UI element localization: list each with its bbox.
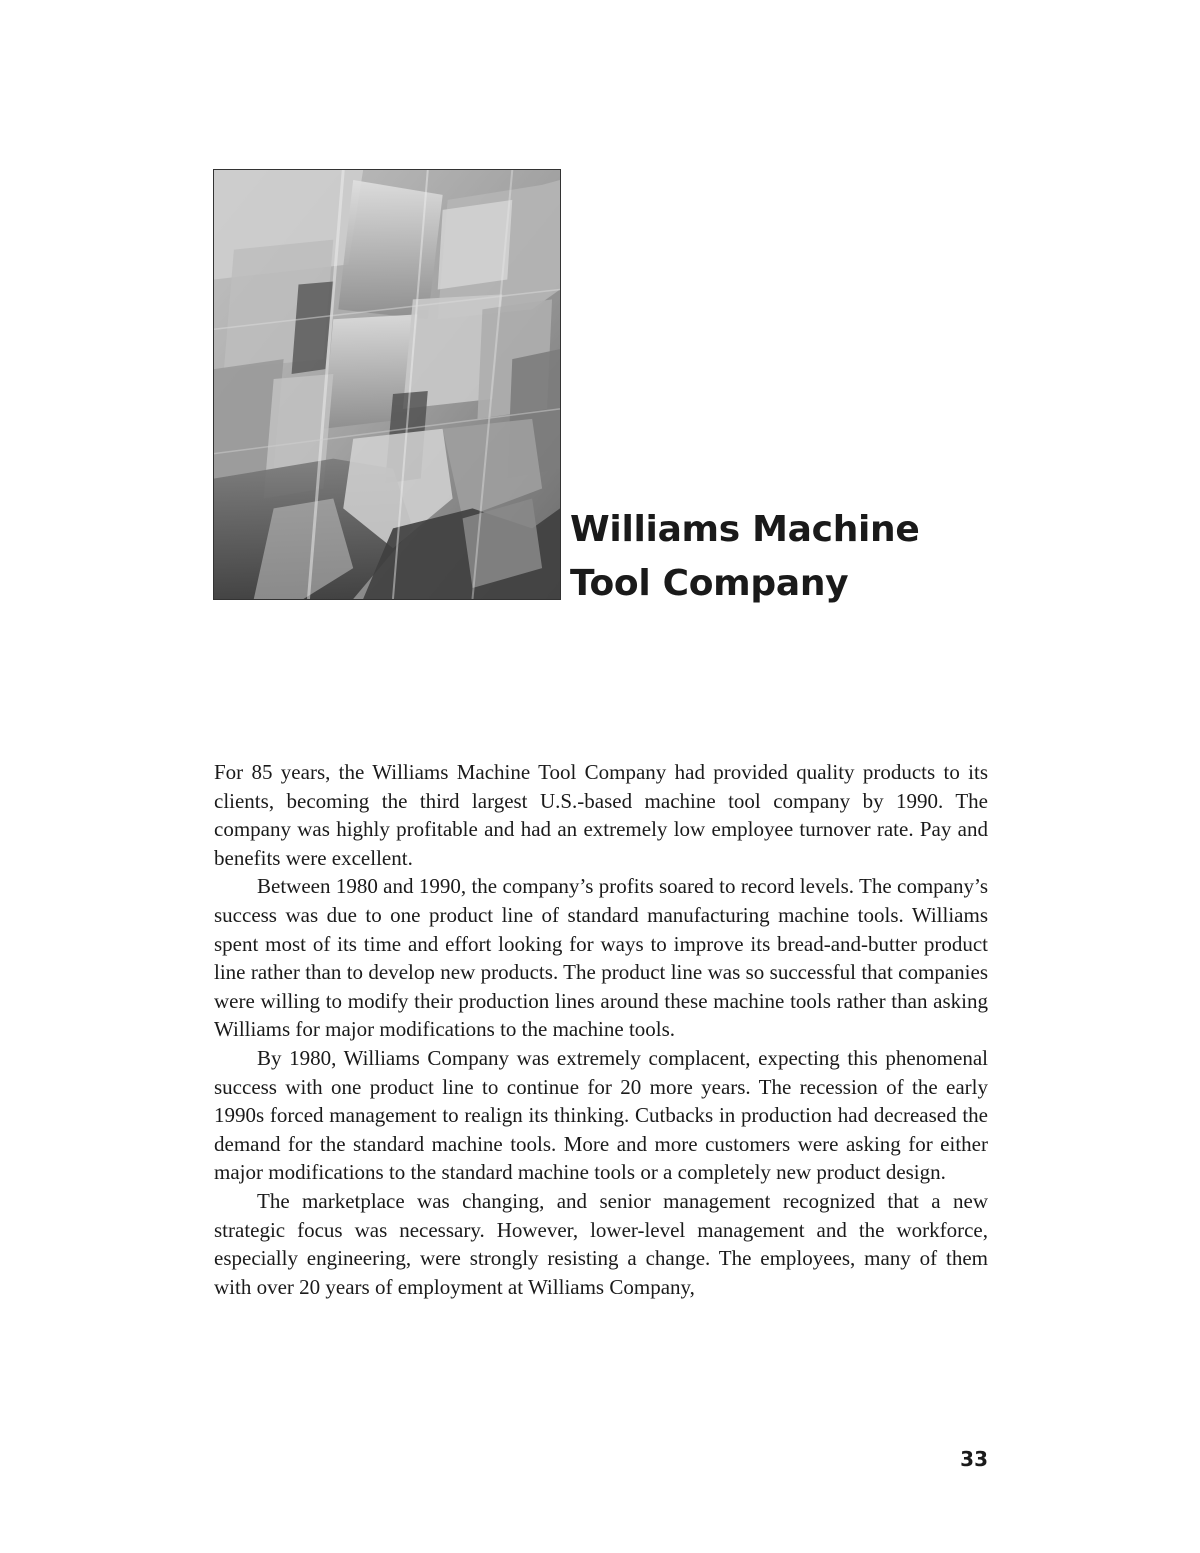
chapter-title — [570, 503, 990, 611]
glass-blocks-illustration — [214, 170, 560, 599]
body-text — [214, 758, 988, 1301]
paragraph: Between 1980 and 1990, the company’s profits soared to record levels. The company’s success was due to one product line of standard manufacturing machine tools. Williams spent most of its time and effort looking for ways to improve its bread-and-butter product line rather than to develop new products. The product line was so successful that companies were willing to modify their production lines around these machine tools rather than asking Williams for major modifications to the machine tools. — [214, 874, 988, 1042]
page-number: 33 — [960, 1447, 988, 1471]
paragraph: The marketplace was changing, and senior management recognized that a new strategic focus was necessary. However, lower-level management and the workforce, especially engineering, were strongly resisting a change. The employees, many of them with over 20 years of employment at Williams Company, — [214, 1188, 988, 1299]
chapter-opener-image — [213, 169, 561, 600]
paragraph: By 1980, Williams Company was extremely complacent, expecting this phenomenal success with one product line to continue for 20 more years. The recession of the early 1990s forced management to realign its thinking. Cutbacks in production had decreased the demand for the standard machine tools. More and more customers were asking for either major modifications to the standard machine tools or a completely new product design. — [214, 1045, 988, 1185]
paragraph: For 85 years, the Williams Machine Tool Company had provided quality products to its clients, becoming the third largest U.S.-based machine tool company by 1990. The company was highly profitable and had an extremely low employee turnover rate. Pay and benefits were excellent. — [214, 760, 988, 870]
chapter-title-line-1: Williams Machine — [570, 509, 920, 550]
chapter-title-line-2: Tool Company — [570, 563, 849, 604]
